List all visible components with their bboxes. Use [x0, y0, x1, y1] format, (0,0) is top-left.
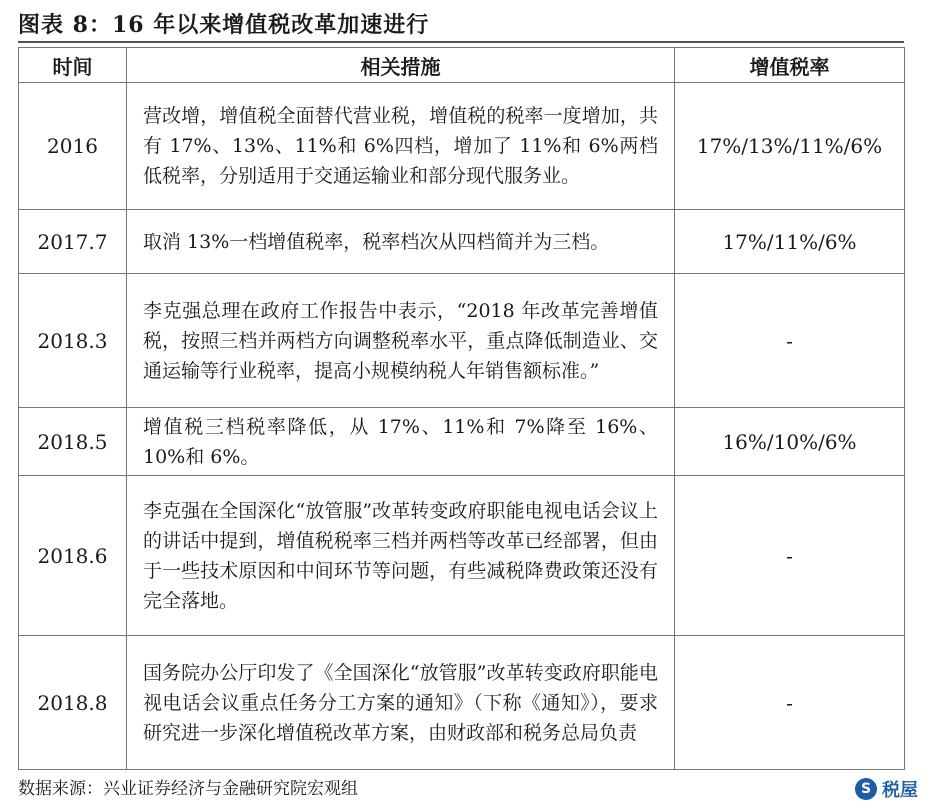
row-rate: 17%/11%/6%: [675, 210, 905, 274]
logo-mark-icon: S: [855, 778, 877, 800]
table-row: [19, 476, 905, 636]
row-year: 2018.5: [19, 408, 127, 476]
table-title: 图表 8：16 年以来增值税改革加速进行: [18, 12, 430, 38]
row-measure: 李克强在全国深化“放管服”改革转变政府职能电视电话会议上的讲话中提到，增值税税率三档并两档等改革已经部署，但由于一些技术原因和中间环节等问题，有些减税降费政策还没有完全落地。: [127, 476, 675, 636]
data-source-note: 数据来源：兴业证券经济与金融研究院宏观组: [18, 779, 358, 799]
row-year: 2018.3: [19, 274, 127, 408]
row-year: 2018.6: [19, 476, 127, 636]
header-rate: 增值税率: [675, 48, 905, 83]
row-rate: 16%/10%/6%: [675, 408, 905, 476]
header-year: 时间: [19, 48, 127, 83]
table-row: [19, 210, 905, 274]
vat-reform-table: [18, 47, 905, 770]
table-row: [19, 83, 905, 210]
row-rate: -: [675, 274, 905, 408]
row-year: 2018.8: [19, 636, 127, 770]
table-row: [19, 408, 905, 476]
row-rate: 17%/13%/11%/6%: [675, 83, 905, 210]
row-rate: -: [675, 476, 905, 636]
watermark-logo: [855, 776, 918, 802]
row-year: 2016: [19, 83, 127, 210]
logo-text: 税屋: [882, 780, 918, 801]
row-measure: 增值税三档税率降低，从 17%、11%和 7%降至 16%、10%和 6%。: [127, 408, 675, 476]
row-measure: 李克强总理在政府工作报告中表示，“2018 年改革完善增值税，按照三档并两档方向调整税率水平，重点降低制造业、交通运输等行业税率，提高小规模纳税人年销售额标准。”: [127, 274, 675, 408]
row-measure: 国务院办公厅印发了《全国深化“放管服”改革转变政府职能电视电话会议重点任务分工方案的通知》（下称《通知》），要求研究进一步深化增值税改革方案，由财政部和税务总局负责: [127, 636, 675, 770]
row-measure: 营改增，增值税全面替代营业税，增值税的税率一度增加，共有 17%、13%、11%和 6%四档，增加了 11%和 6%两档低税率，分别适用于交通运输业和部分现代服务业。: [127, 83, 675, 210]
row-measure: 取消 13%一档增值税率，税率档次从四档简并为三档。: [127, 210, 675, 274]
row-year: 2017.7: [19, 210, 127, 274]
title-divider: [18, 41, 904, 43]
row-rate: -: [675, 636, 905, 770]
table-row: [19, 274, 905, 408]
header-measure: 相关措施: [127, 48, 675, 83]
table-row: [19, 636, 905, 770]
table-header-row: [19, 48, 905, 83]
